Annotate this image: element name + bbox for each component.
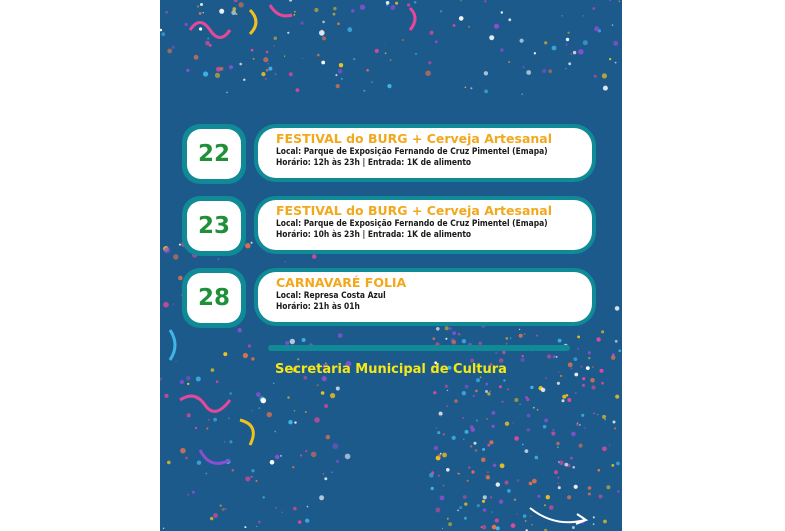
event-schedule: Horário: 21h às 01h [276, 301, 360, 311]
day-number: 22 [187, 129, 241, 179]
event-row-2 [160, 196, 622, 256]
date-badge [182, 268, 246, 328]
date-badge [182, 196, 246, 256]
event-row-3 [160, 268, 622, 328]
arrow-icon [525, 500, 595, 530]
event-title: FESTIVAL do BURG + Cerveja Artesanal [276, 131, 553, 146]
date-badge [182, 124, 246, 184]
event-location: Local: Parque de Exposição Fernando de Cruz Pimentel (Emapa) [276, 218, 548, 228]
event-schedule: Horário: 12h às 23h | Entrada: 1K de alimento [276, 157, 472, 167]
event-poster [160, 0, 622, 531]
divider [268, 345, 570, 351]
confetti-icon [160, 0, 622, 531]
event-location: Local: Parque de Exposição Fernando de Cruz Pimentel (Emapa) [276, 146, 548, 156]
event-schedule: Horário: 10h às 23h | Entrada: 1K de alimento [276, 229, 472, 239]
event-title: FESTIVAL do BURG + Cerveja Artesanal [276, 203, 553, 218]
day-number: 23 [187, 201, 241, 251]
event-row-1 [160, 124, 622, 184]
event-card [254, 124, 596, 182]
footer-organizer: Secretaria Municipal de Cultura [275, 362, 507, 377]
day-number: 28 [187, 273, 241, 323]
event-title: CARNAVARÉ FOLIA [276, 275, 407, 290]
event-location: Local: Represa Costa Azul [276, 290, 386, 300]
event-card [254, 196, 596, 254]
event-card [254, 268, 596, 326]
